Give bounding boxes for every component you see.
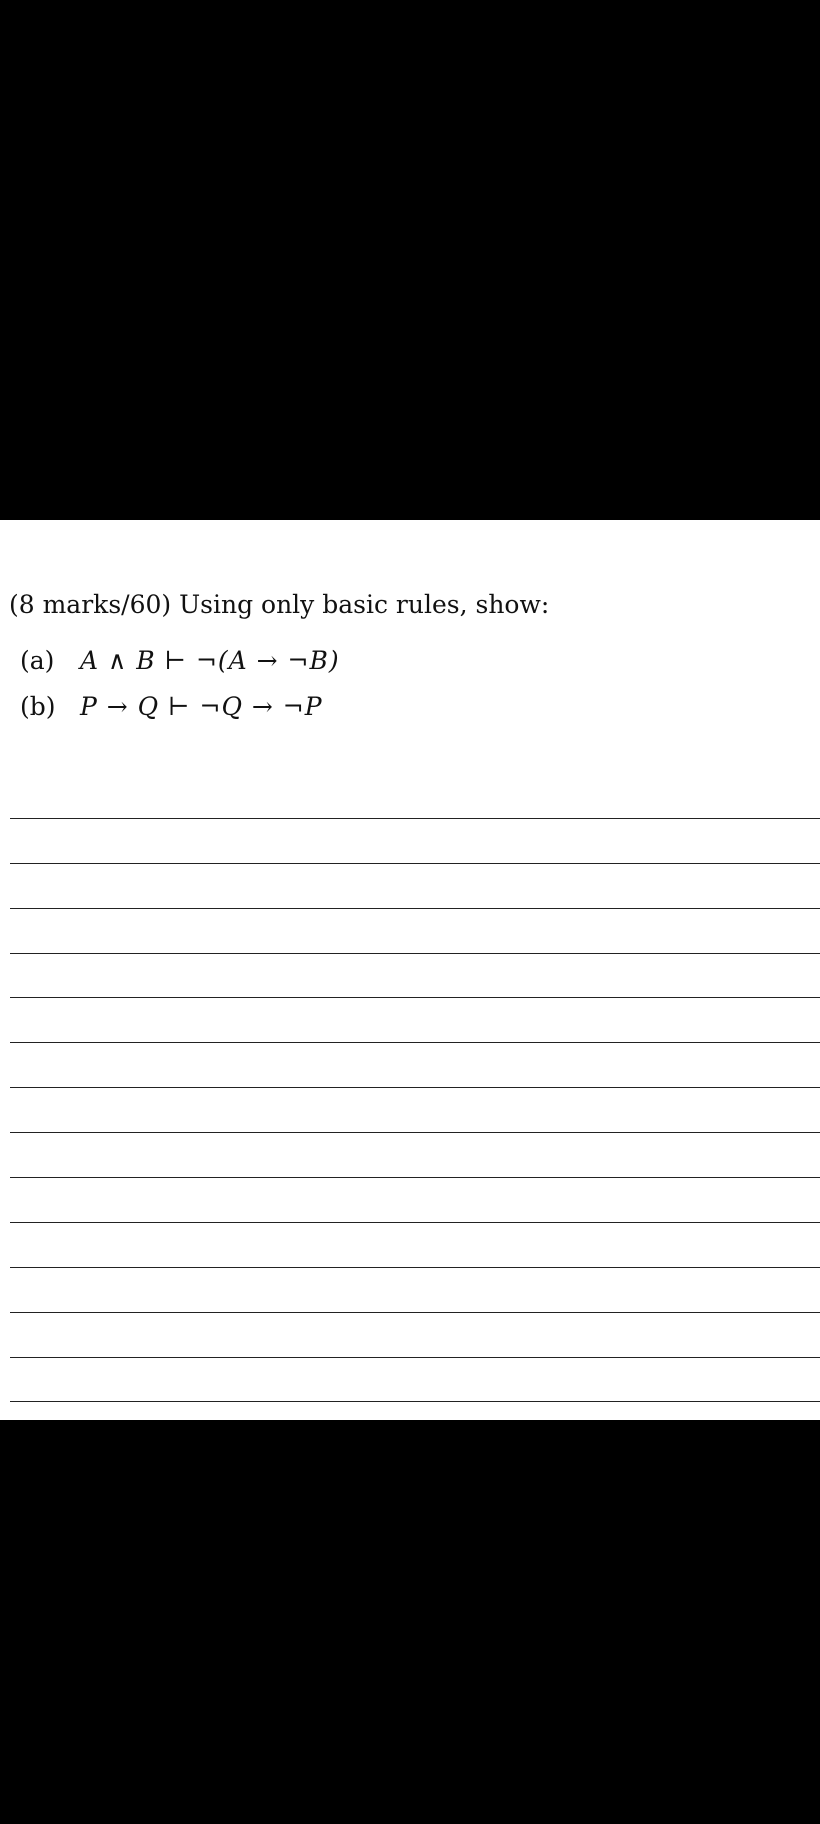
ruled-line xyxy=(10,774,820,819)
question-header: (8 marks/60) Using only basic rules, show: xyxy=(9,590,550,619)
part-a-formula: A ∧ B ⊢ ¬(A → ¬B) xyxy=(79,646,340,675)
question-part-b xyxy=(20,692,323,721)
ruled-line xyxy=(10,1268,820,1313)
question-part-a xyxy=(20,646,340,675)
bottom-black-bar xyxy=(0,1420,820,1824)
question-page xyxy=(0,520,820,1420)
part-a-label: (a) xyxy=(20,646,55,675)
ruled-line xyxy=(10,819,820,864)
ruled-line xyxy=(10,1088,820,1133)
ruled-line xyxy=(10,1358,820,1403)
ruled-line xyxy=(10,909,820,954)
ruled-line xyxy=(10,864,820,909)
top-black-bar xyxy=(0,0,820,520)
ruled-line xyxy=(10,1133,820,1178)
ruled-line xyxy=(10,954,820,999)
ruled-line xyxy=(10,1043,820,1088)
answer-ruled-lines xyxy=(10,774,820,1402)
part-b-formula: P → Q ⊢ ¬Q → ¬P xyxy=(79,692,323,721)
ruled-line xyxy=(10,1223,820,1268)
ruled-line xyxy=(10,998,820,1043)
ruled-line xyxy=(10,1313,820,1358)
ruled-line xyxy=(10,1178,820,1223)
part-b-label: (b) xyxy=(20,692,56,721)
